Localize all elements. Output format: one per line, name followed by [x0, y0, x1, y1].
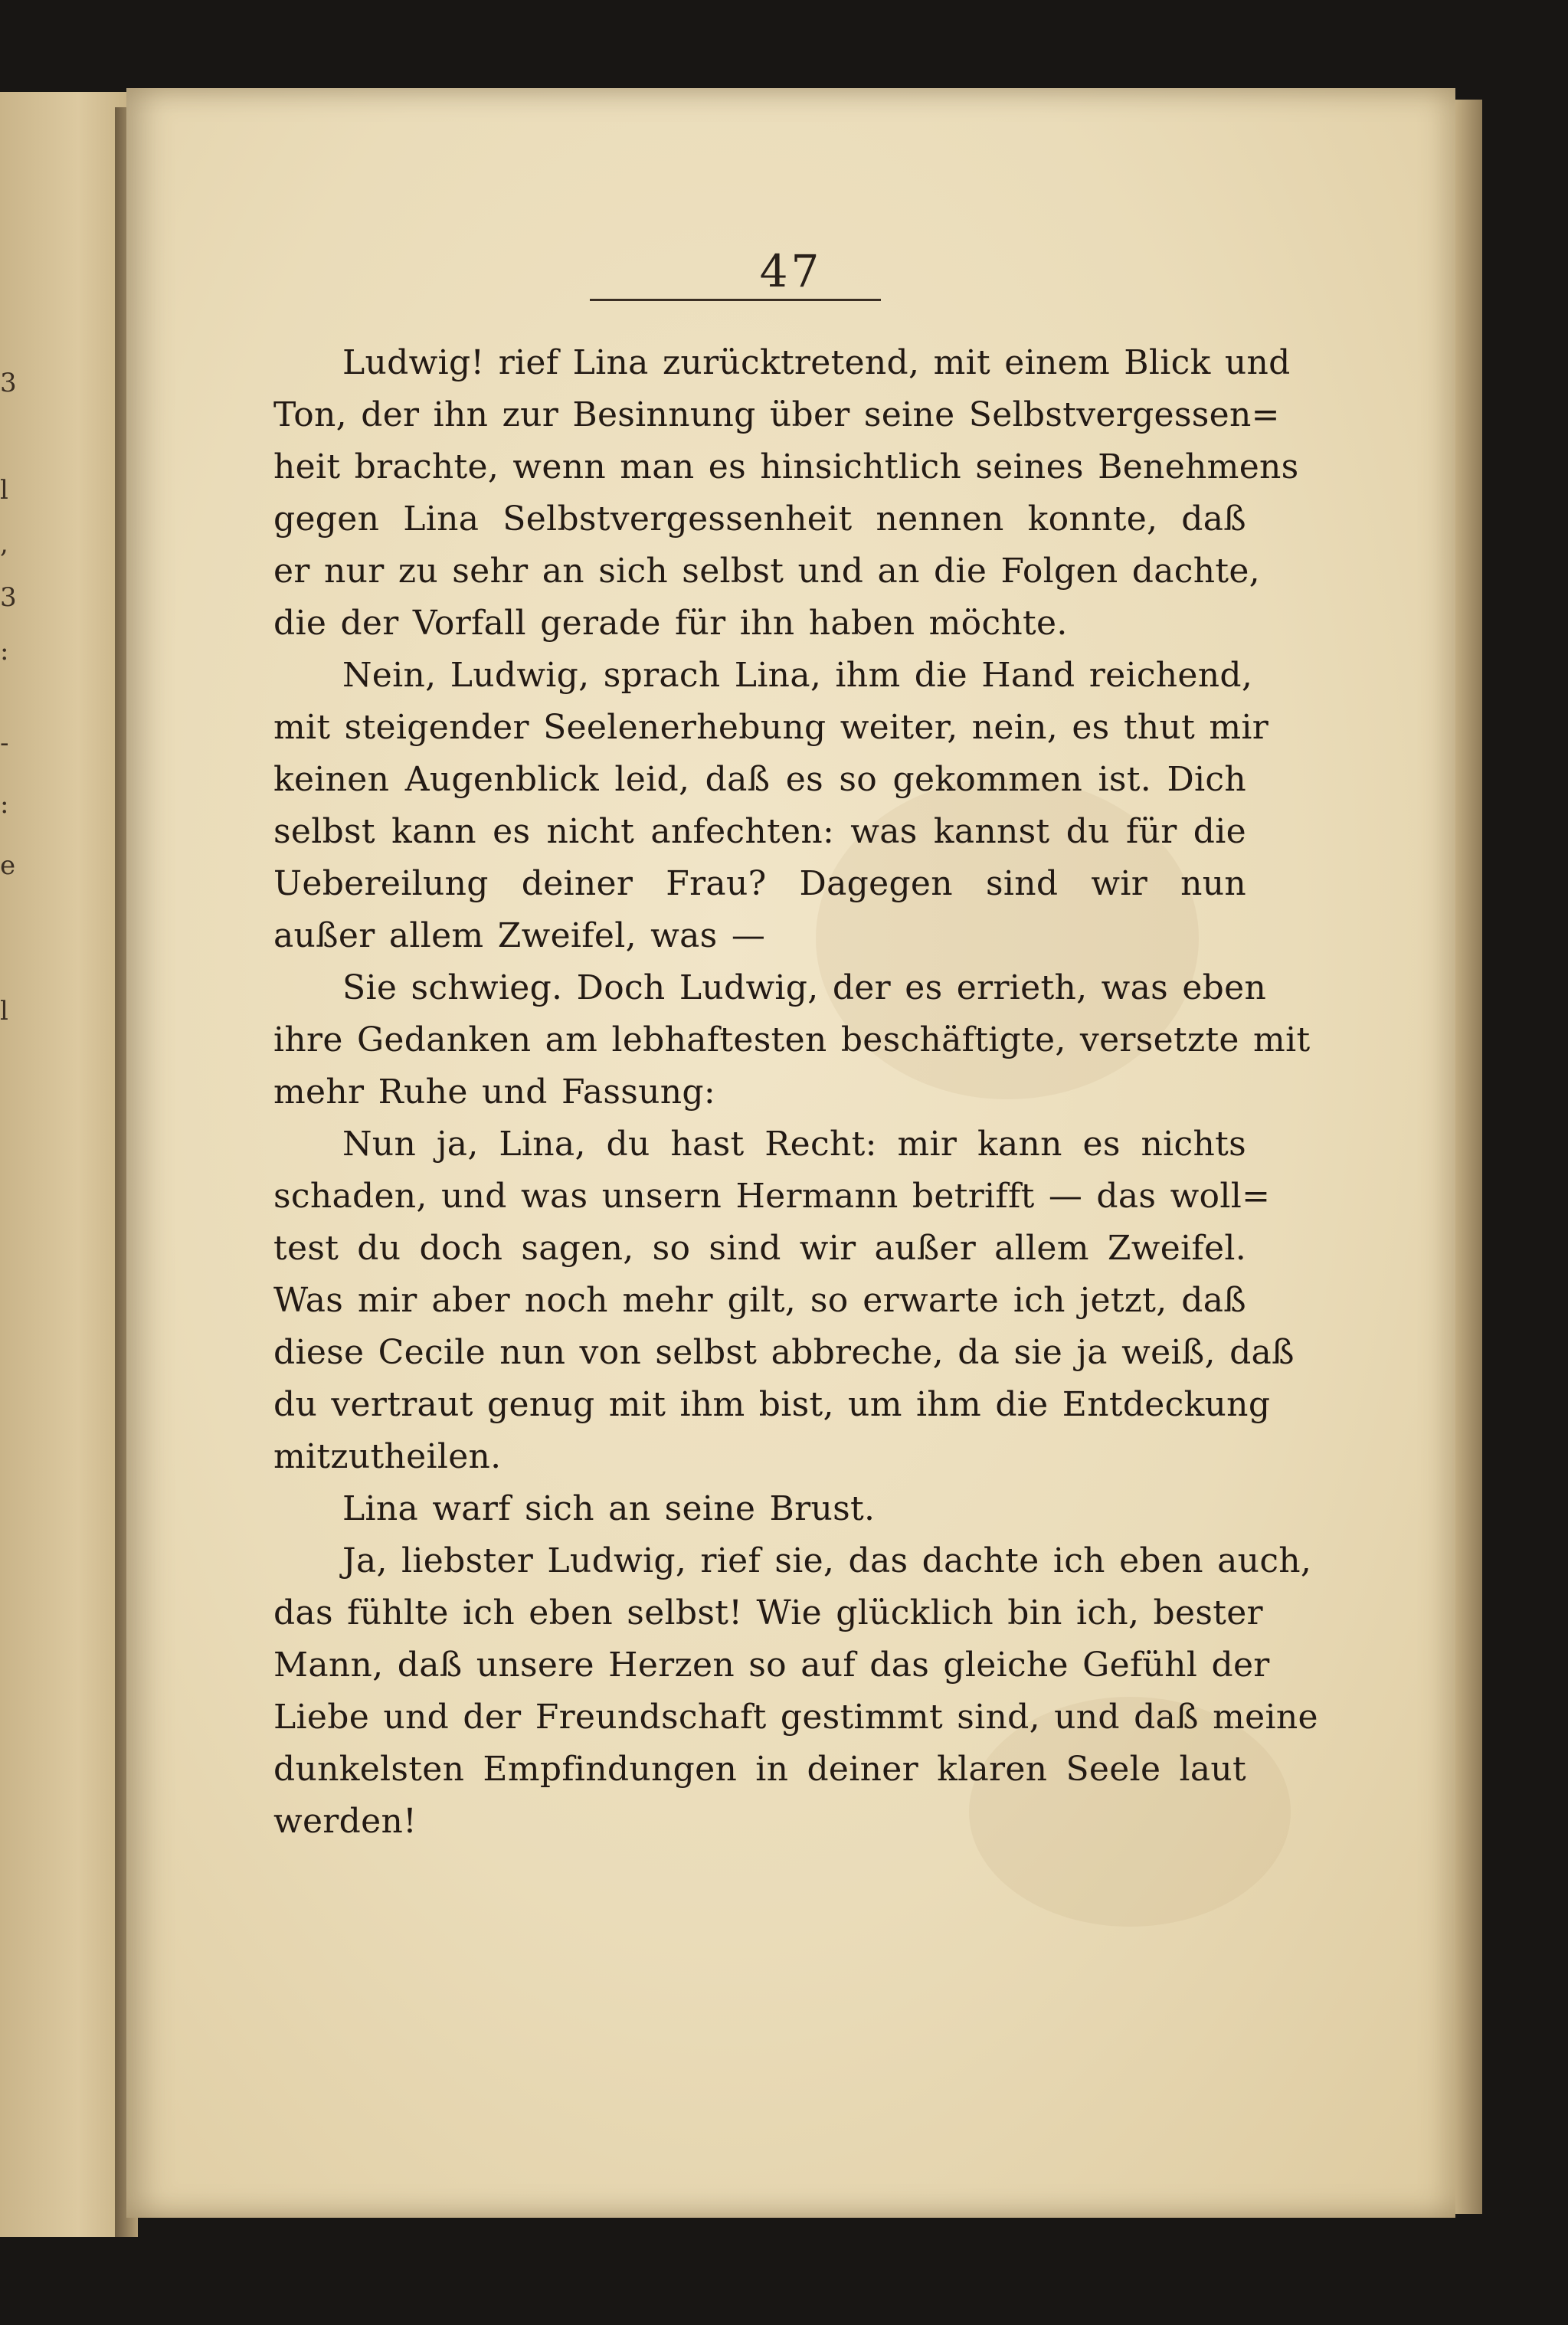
text-line: Liebe und der Freundschaft gestimmt sind, und daß meine: [273, 1698, 1318, 1737]
left-page-mark: 3: [0, 368, 17, 398]
left-page-mark: l: [0, 475, 8, 506]
text-line: Was mir aber noch mehr gilt, so erwarte ich jetzt, daß: [273, 1281, 1246, 1320]
page-text: [273, 337, 1318, 1848]
left-page-mark: -: [0, 728, 9, 758]
text-line: gegen Lina Selbstvergessenheit nennen konnte, daß: [273, 499, 1246, 539]
text-line: werden!: [273, 1802, 417, 1841]
text-line: Nun ja, Lina, du hast Recht: mir kann es nichts: [342, 1125, 1246, 1164]
text-line: mehr Ruhe und Fassung:: [273, 1072, 715, 1112]
text-line: außer allem Zweifel, was —: [273, 916, 766, 955]
left-page-mark: :: [0, 636, 9, 666]
text-line: dunkelsten Empfindungen in deiner klaren Seele laut: [273, 1750, 1246, 1789]
text-line: keinen Augenblick leid, daß es so gekommen ist. Dich: [273, 760, 1246, 799]
text-line: Ton, der ihn zur Besinnung über seine Selbstvergessen=: [273, 395, 1280, 434]
text-line: diese Cecile nun von selbst abbreche, da sie ja weiß, daß: [273, 1333, 1295, 1372]
text-line: Mann, daß unsere Herzen so auf das gleiche Gefühl der: [273, 1646, 1270, 1685]
left-page-mark: l: [0, 996, 8, 1027]
left-page-mark: ,: [0, 529, 8, 559]
left-page-mark: e: [0, 850, 16, 881]
text-line: die der Vorfall gerade für ihn haben möchte.: [273, 604, 1068, 643]
text-line: Sie schwieg. Doch Ludwig, der es errieth, was eben: [342, 968, 1267, 1007]
text-line: Lina warf sich an seine Brust.: [342, 1489, 876, 1528]
text-line: selbst kann es nicht anfechten: was kannst du für die: [273, 812, 1246, 851]
text-line: mitzutheilen.: [273, 1437, 502, 1476]
text-line: schaden, und was unsern Hermann betrifft — das woll=: [273, 1177, 1271, 1216]
header-rule: [590, 299, 881, 301]
text-line: er nur zu sehr an sich selbst und an die Folgen dachte,: [273, 552, 1260, 591]
text-line: du vertraut genug mit ihm bist, um ihm die Entdeckung: [273, 1385, 1271, 1424]
text-line: Ja, liebster Ludwig, rief sie, das dachte ich eben auch,: [342, 1541, 1312, 1580]
text-line: mit steigender Seelenerhebung weiter, nein, es thut mir: [273, 708, 1269, 747]
page-edge: [1452, 100, 1482, 2214]
text-line: heit brachte, wenn man es hinsichtlich seines Benehmens: [273, 447, 1299, 486]
text-line: test du doch sagen, so sind wir außer allem Zweifel.: [273, 1229, 1246, 1268]
text-line: ihre Gedanken am lebhaftesten beschäftigte, versetzte mit: [273, 1020, 1311, 1059]
page-number: 47: [759, 245, 823, 297]
text-line: Uebereilung deiner Frau? Dagegen sind wir nun: [273, 864, 1246, 903]
text-line: das fühlte ich eben selbst! Wie glücklich bin ich, bester: [273, 1593, 1263, 1632]
left-page-mark: :: [0, 789, 9, 820]
left-page-mark: 3: [0, 582, 17, 613]
text-line: Nein, Ludwig, sprach Lina, ihm die Hand reichend,: [342, 656, 1253, 695]
text-line: Ludwig! rief Lina zurücktretend, mit einem Blick und: [342, 343, 1291, 382]
